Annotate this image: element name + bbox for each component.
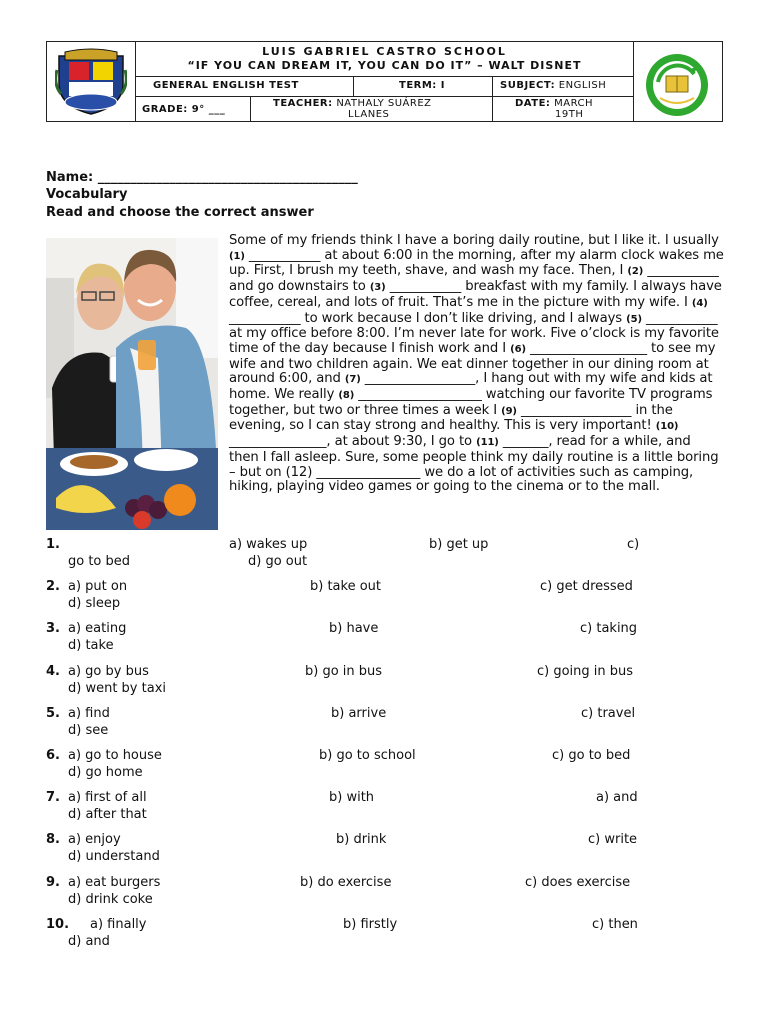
question-9-number: 9. xyxy=(46,875,60,890)
green-logo-cell xyxy=(633,42,722,121)
header-table xyxy=(46,41,723,122)
school-motto: “IF YOU CAN DREAM IT, YOU CAN DO IT” – WALT DISNET xyxy=(187,59,582,72)
passage-text: ___________ to work because I don’t like driving, and I always xyxy=(229,310,627,326)
teacher-value: NATHALY SUÁREZ xyxy=(336,98,432,109)
question-9-option-b[interactable]: b) do exercise xyxy=(300,875,392,890)
question-6-option-c[interactable]: c) go to bed xyxy=(552,748,631,763)
question-8-option-c[interactable]: c) write xyxy=(588,832,638,847)
blank-number: (9) xyxy=(501,405,517,417)
question-1-option-a[interactable]: a) wakes up xyxy=(229,537,308,552)
test-name: GENERAL ENGLISH TEST xyxy=(153,80,299,91)
question-5-option-c[interactable]: c) travel xyxy=(581,706,636,721)
question-6-option-b[interactable]: b) go to school xyxy=(319,748,416,763)
question-1-option-c[interactable]: c) xyxy=(627,537,640,552)
question-7-option-a[interactable]: a) first of all xyxy=(68,790,147,805)
blank-number: (3) xyxy=(369,282,386,294)
header-row-details xyxy=(135,96,634,122)
blank-number: (2) xyxy=(627,266,644,278)
question-2-option-a[interactable]: a) put on xyxy=(68,579,128,594)
green-circle-logo-icon xyxy=(644,52,710,118)
teacher-value-2: LLANES xyxy=(348,109,390,120)
blank-number: (11) xyxy=(476,437,499,449)
school-crest-icon xyxy=(55,48,127,116)
passage-text: ___________ and go downstairs to xyxy=(229,263,719,295)
student-name-field[interactable]: Name: ________________________________________ xyxy=(46,170,358,185)
passage-text: ___________ breakfast with my family. I always have coffee, cereal, and lots of fruit. That’s me in the picture with my wife. I xyxy=(229,279,722,310)
question-8-option-d[interactable]: d) understand xyxy=(68,849,160,864)
header-row-test xyxy=(135,76,634,97)
question-2-option-b[interactable]: b) take out xyxy=(310,579,382,594)
question-3-option-d[interactable]: d) take xyxy=(68,638,114,653)
question-3-number: 3. xyxy=(46,621,60,636)
question-9-option-a[interactable]: a) eat burgers xyxy=(68,875,161,890)
date-value-2: 19TH xyxy=(555,109,584,120)
question-10-option-c[interactable]: c) then xyxy=(592,917,638,932)
subject-value: ENGLISH xyxy=(558,80,607,91)
header-center xyxy=(135,42,634,121)
blank-number: (5) xyxy=(626,313,642,325)
passage-text: ___________________ watching our favorite TV programs together, but two or three times a week I xyxy=(229,387,713,418)
passage-text: _______________, at about 9:30, I go to xyxy=(229,434,477,450)
term: TERM: I xyxy=(353,77,492,97)
question-3-option-c[interactable]: c) taking xyxy=(580,621,638,636)
blank-number: (7) xyxy=(344,374,361,386)
date-value: MARCH xyxy=(554,98,594,109)
question-4-option-b[interactable]: b) go in bus xyxy=(305,664,383,679)
teacher-label: TEACHER: xyxy=(273,98,333,109)
question-7-number: 7. xyxy=(46,790,60,805)
question-5-option-a[interactable]: a) find xyxy=(68,706,110,721)
question-6-option-a[interactable]: a) go to house xyxy=(68,748,162,763)
question-6-option-d[interactable]: d) go home xyxy=(68,765,143,780)
question-8-option-a[interactable]: a) enjoy xyxy=(68,832,121,847)
question-5-option-b[interactable]: b) arrive xyxy=(331,706,387,721)
passage-text: _________________ in the evening, so I can stay strong and healthy. This is very important! xyxy=(229,402,673,434)
blank-number: (10) xyxy=(655,421,679,433)
passage-text: _______, read for a while, and then I fall asleep. Sure, some people think my daily routine is a little boring – but on (12) ________________ we do a lot of activities such as camping, hiking, playing video games or going to the cinema or to the mall. xyxy=(229,434,719,495)
question-7-option-d[interactable]: d) after that xyxy=(68,807,147,822)
blank-number: (4) xyxy=(691,297,708,309)
question-8-option-b[interactable]: b) drink xyxy=(336,832,387,847)
question-1-option-d[interactable]: d) go out xyxy=(248,554,308,569)
question-7-option-b[interactable]: b) with xyxy=(329,790,375,805)
question-10-number: 10. xyxy=(46,917,70,932)
section-title: Vocabulary xyxy=(46,187,128,202)
passage-text: Some of my friends think I have a boring daily routine, but I like it. I usually xyxy=(229,233,719,248)
question-9-option-d[interactable]: d) drink coke xyxy=(68,892,153,907)
question-2-option-c[interactable]: c) get dressed xyxy=(540,579,633,594)
instruction: Read and choose the correct answer xyxy=(46,205,314,220)
date xyxy=(492,97,634,122)
question-2-number: 2. xyxy=(46,579,60,594)
couple-breakfast-photo xyxy=(46,238,218,530)
question-10-option-a[interactable]: a) finally xyxy=(90,917,147,932)
passage-text: __________________ to see my wife and two children again. We eat dinner together in our dining room at around 6:00, and xyxy=(229,340,716,387)
question-3-option-b[interactable]: b) have xyxy=(329,621,379,636)
blank-number: (6) xyxy=(510,343,526,355)
question-8-number: 8. xyxy=(46,832,60,847)
question-4-option-c[interactable]: c) going in bus xyxy=(537,664,634,679)
question-4-option-d[interactable]: d) went by taxi xyxy=(68,681,167,696)
question-4-option-a[interactable]: a) go by bus xyxy=(68,664,149,679)
question-4-number: 4. xyxy=(46,664,60,679)
question-5-option-d[interactable]: d) see xyxy=(68,723,109,738)
passage-text: ___________ at my office before 8:00. I’m never late for work. Five o’clock is my favorite time of the day because I finish work and I xyxy=(229,310,719,356)
question-10-option-d[interactable]: d) and xyxy=(68,934,110,949)
question-5-number: 5. xyxy=(46,706,60,721)
question-1-number: 1. xyxy=(46,537,60,552)
blank-number: (8) xyxy=(338,390,355,402)
question-10-option-b[interactable]: b) firstly xyxy=(343,917,398,932)
question-6-number: 6. xyxy=(46,748,60,763)
question-7-option-c[interactable]: a) and xyxy=(596,790,638,805)
question-9-option-c[interactable]: c) does exercise xyxy=(525,875,631,890)
teacher xyxy=(250,97,492,122)
subject xyxy=(492,77,634,97)
passage-text: _________________, I hang out with my wife and kids at home. We really xyxy=(229,371,713,403)
school-name: LUIS GABRIEL CASTRO SCHOOL xyxy=(262,45,507,58)
school-crest-cell xyxy=(47,42,136,121)
question-1-option-b[interactable]: b) get up xyxy=(429,537,489,552)
question-3-option-a[interactable]: a) eating xyxy=(68,621,127,636)
reading-passage xyxy=(229,234,724,495)
question-2-option-d[interactable]: d) sleep xyxy=(68,596,121,611)
date-label: DATE: xyxy=(515,98,551,109)
grade: GRADE: 9° ___ xyxy=(142,104,226,115)
passage-text: ___________ at about 6:00 in the morning, after my alarm clock wakes me up. First, I brush my teeth, shave, and wash my face. Then, I xyxy=(229,247,724,279)
question-1-option-c-text[interactable]: go to bed xyxy=(68,554,131,569)
blank-number: (1) xyxy=(229,250,245,262)
subject-label: SUBJECT: xyxy=(500,80,556,91)
